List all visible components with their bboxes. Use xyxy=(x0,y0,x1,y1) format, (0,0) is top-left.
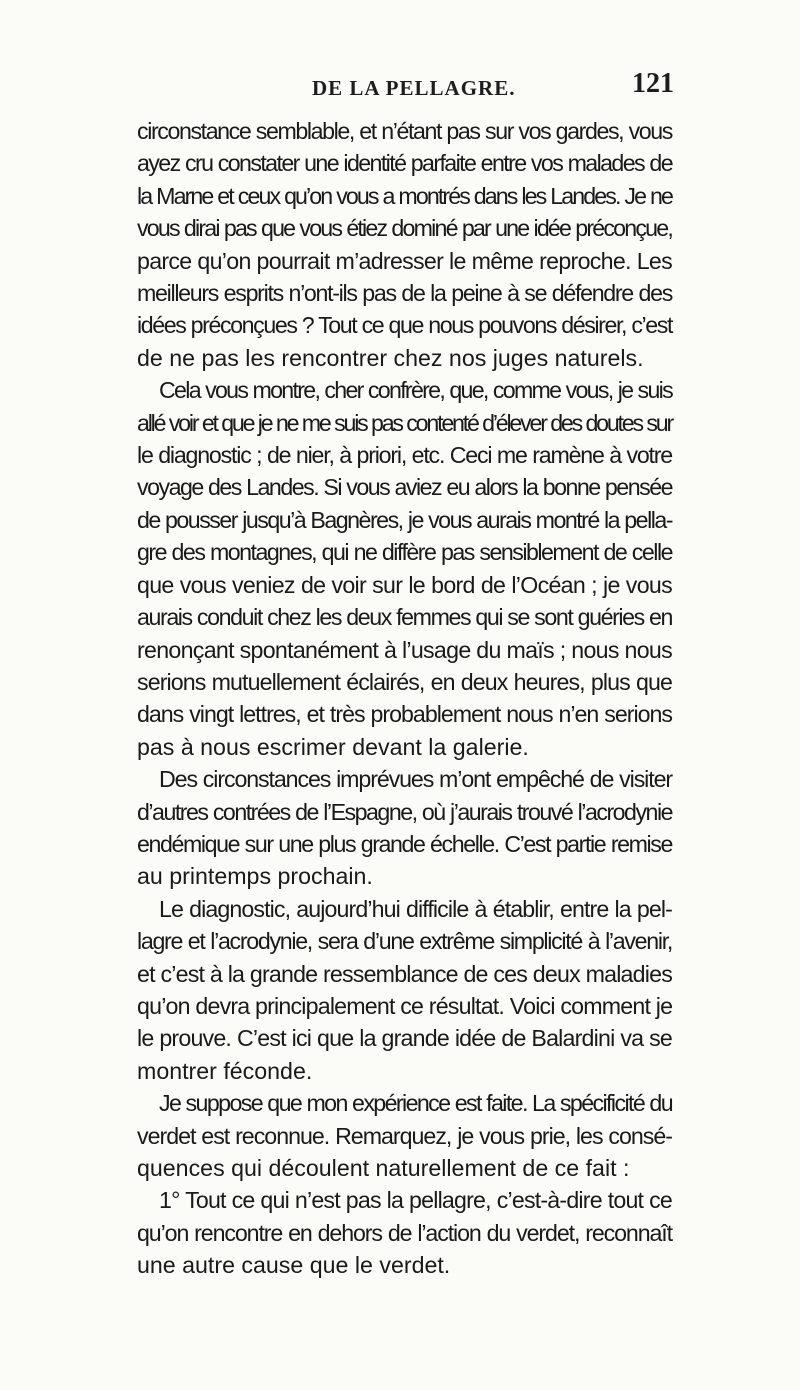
text-line: Cela vous montre, cher confrère, que, comme vous, je suis xyxy=(159,377,672,404)
text-line: quences qui découlent naturellement de ce fait : xyxy=(137,1155,630,1181)
text-line: lagre et l’acrodynie, sera d’une extrême simplicité à l’avenir, xyxy=(137,928,672,955)
text-line: 1° Tout ce qui n’est pas la pellagre, c’est-à-dire tout ce xyxy=(159,1187,672,1214)
body-text xyxy=(137,115,672,1282)
text-line: le prouve. C’est ici que la grande idée de Balardini va se xyxy=(137,1025,672,1052)
text-line: ayez cru constater une identité parfaite entre vos malades de xyxy=(137,150,672,177)
page-number: 121 xyxy=(632,68,674,99)
text-line: allé voir et que je ne me suis pas contenté d’élever des doutes sur xyxy=(137,409,672,436)
text-line: idées préconçues ? Tout ce que nous pouvons désirer, c’est xyxy=(137,312,672,339)
text-line: pas à nous escrimer devant la galerie. xyxy=(137,733,529,760)
text-line: qu’on rencontre en dehors de l’action du verdet, reconnaît xyxy=(137,1219,672,1246)
text-line: une autre cause que le verdet. xyxy=(137,1252,451,1279)
text-line: aurais conduit chez les deux femmes qui se sont guéries en xyxy=(137,604,672,631)
text-line: Le diagnostic, aujourd’hui difficile à établir, entre la pel- xyxy=(159,895,672,922)
paragraph xyxy=(137,1184,672,1281)
paragraph xyxy=(137,1087,672,1184)
text-line: verdet est reconnue. Remarquez, je vous prie, les consé- xyxy=(137,1122,672,1149)
text-line: la Marne et ceux qu’on vous a montrés dans les Landes. Je ne xyxy=(137,182,672,209)
text-line: voyage des Landes. Si vous aviez eu alors la bonne pensée xyxy=(137,474,672,501)
running-title: DE LA PELLAGRE. xyxy=(312,76,516,100)
text-line: montrer féconde. xyxy=(137,1057,313,1084)
text-line: qu’on devra principalement ce résultat. Voici comment je xyxy=(137,992,673,1019)
text-line: dans vingt lettres, et très probablement nous n’en serions xyxy=(137,701,672,728)
text-line: de ne pas les rencontrer chez nos juges naturels. xyxy=(137,344,644,371)
text-line: circonstance semblable, et n’étant pas sur vos gardes, vous xyxy=(137,118,672,144)
text-line: Je suppose que mon expérience est faite. La spécificité du xyxy=(159,1090,672,1117)
text-line: au printemps prochain. xyxy=(137,863,373,890)
text-line: vous dirai pas que vous étiez dominé par une idée préconçue, xyxy=(137,215,672,242)
text-line: renonçant spontanément à l’usage du maïs ; nous nous xyxy=(137,636,672,663)
text-line: endémique sur une plus grande échelle. C’est partie remise xyxy=(137,830,672,857)
text-line: serions mutuellement éclairés, en deux heures, plus que xyxy=(137,668,672,695)
text-line: que vous veniez de voir sur le bord de l’Océan ; je vous xyxy=(137,571,672,598)
paragraph xyxy=(137,893,672,1087)
text-line: de pousser jusqu’à Bagnères, je vous aurais montré la pella- xyxy=(137,506,672,533)
text-line: le diagnostic ; de nier, à priori, etc. Ceci me ramène à votre xyxy=(137,442,672,469)
paragraph xyxy=(137,763,672,893)
text-line: meilleurs esprits n’ont-ils pas de la peine à se défendre des xyxy=(137,280,672,307)
paragraph xyxy=(137,115,672,374)
text-line: et c’est à la grande ressemblance de ces deux maladies xyxy=(137,960,672,987)
running-head xyxy=(130,68,674,108)
text-line: parce qu’on pourrait m’adresser le même reproche. Les xyxy=(137,247,672,274)
text-line: d’autres contrées de l’Espagne, où j’aurais trouvé l’acrodynie xyxy=(137,798,672,825)
paragraph xyxy=(137,374,672,763)
text-line: Des circonstances imprévues m’ont empêché de visiter xyxy=(159,766,672,793)
text-line: gre des montagnes, qui ne diffère pas sensiblement de celle xyxy=(137,539,672,566)
